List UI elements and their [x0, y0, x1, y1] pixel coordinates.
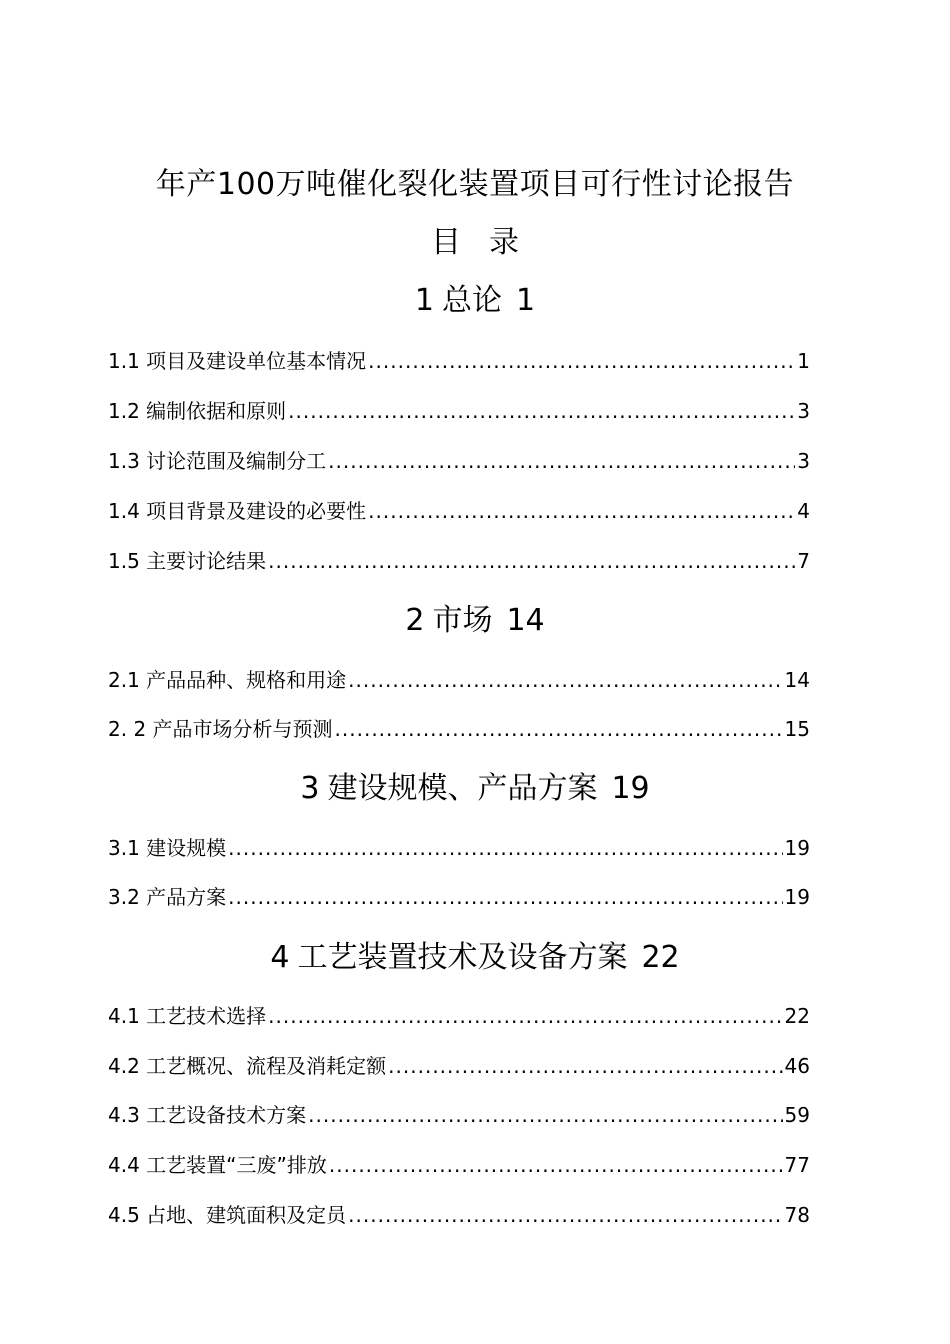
toc-entry[interactable] — [108, 446, 810, 476]
toc-entry[interactable] — [108, 1051, 810, 1081]
chapter-number: 3 — [300, 771, 320, 806]
dot-leader — [348, 665, 782, 695]
chapter-heading — [0, 933, 950, 983]
toc-entry-page: 19 — [784, 885, 810, 909]
toc-entry[interactable] — [108, 1100, 810, 1130]
toc-entry[interactable] — [108, 665, 810, 695]
dot-leader — [228, 882, 782, 912]
toc-entry-label: 2. 2 产品市场分析与预测 — [108, 717, 333, 741]
chapter-page: 14 — [506, 603, 545, 638]
toc-entry-page: 3 — [797, 399, 810, 423]
toc-entry-page: 7 — [797, 549, 810, 573]
toc-entry-page: 22 — [784, 1004, 810, 1028]
dot-leader — [368, 496, 795, 526]
toc-entry-label: 4.3 工艺设备技术方案 — [108, 1103, 307, 1127]
toc-entry[interactable] — [108, 1001, 810, 1031]
dot-leader — [335, 714, 783, 744]
toc-entry-page: 15 — [784, 717, 810, 741]
toc-entry-page: 14 — [784, 668, 810, 692]
toc-entry-page: 1 — [797, 349, 810, 373]
toc-heading-char: 录 — [489, 225, 519, 260]
toc-entry-label: 3.2 产品方案 — [108, 885, 227, 909]
toc-entry-label: 1.5 主要讨论结果 — [108, 549, 267, 573]
toc-entry-page: 3 — [797, 449, 810, 473]
toc-entry-label: 1.2 编制依据和原则 — [108, 399, 287, 423]
chapter-title: 总论 — [442, 283, 502, 318]
chapter-heading — [0, 596, 950, 646]
dot-leader — [228, 833, 782, 863]
dot-leader — [268, 1001, 782, 1031]
chapter-title: 工艺装置技术及设备方案 — [297, 940, 628, 975]
toc-entry[interactable] — [108, 714, 810, 744]
toc-entry[interactable] — [108, 1150, 810, 1180]
dot-leader — [288, 396, 795, 426]
chapter-page: 22 — [641, 940, 680, 975]
toc-entry-page: 59 — [784, 1103, 810, 1127]
chapter-page: 1 — [516, 283, 536, 318]
toc-entry-page: 77 — [784, 1153, 810, 1177]
toc-entry-label: 2.1 产品品种、规格和用途 — [108, 668, 347, 692]
toc-entry[interactable] — [108, 882, 810, 912]
toc-entry-label: 4.2 工艺概况、流程及消耗定额 — [108, 1054, 387, 1078]
dot-leader — [328, 446, 795, 476]
toc-entry[interactable] — [108, 496, 810, 526]
dot-leader — [329, 1150, 783, 1180]
chapter-number: 2 — [405, 603, 425, 638]
toc-entry-label: 3.1 建设规模 — [108, 836, 227, 860]
chapter-number: 4 — [270, 940, 290, 975]
toc-entry-label: 4.5 占地、建筑面积及定员 — [108, 1203, 347, 1227]
toc-entry[interactable] — [108, 833, 810, 863]
toc-entry-label: 4.4 工艺装置“三废”排放 — [108, 1153, 327, 1177]
toc-entry-page: 4 — [797, 499, 810, 523]
dot-leader — [308, 1100, 782, 1130]
chapter-title: 市场 — [432, 603, 493, 638]
toc-entry[interactable] — [108, 546, 810, 576]
chapter-page: 19 — [611, 771, 650, 806]
dot-leader — [348, 1200, 782, 1230]
chapter-heading — [0, 764, 950, 814]
toc-heading-char: 目 — [431, 225, 461, 260]
chapter-title: 建设规模、产品方案 — [327, 771, 598, 806]
dot-leader — [368, 346, 795, 376]
toc-entry-page: 78 — [784, 1203, 810, 1227]
toc-entry-label: 1.3 讨论范围及编制分工 — [108, 449, 327, 473]
toc-entry-page: 46 — [784, 1054, 810, 1078]
toc-entry-label: 4.1 工艺技术选择 — [108, 1004, 267, 1028]
toc-entry-label: 1.4 项目背景及建设的必要性 — [108, 499, 367, 523]
toc-entry[interactable] — [108, 346, 810, 376]
toc-heading — [0, 218, 950, 268]
toc-entry[interactable] — [108, 396, 810, 426]
chapter-heading — [0, 276, 950, 326]
document-title: 年产100万吨催化裂化装置项目可行性讨论报告 — [155, 167, 795, 202]
dot-leader — [388, 1051, 782, 1081]
toc-entry[interactable] — [108, 1200, 810, 1230]
chapter-number: 1 — [414, 283, 434, 318]
dot-leader — [268, 546, 795, 576]
toc-entry-page: 19 — [784, 836, 810, 860]
toc-entry-label: 1.1 项目及建设单位基本情况 — [108, 349, 367, 373]
